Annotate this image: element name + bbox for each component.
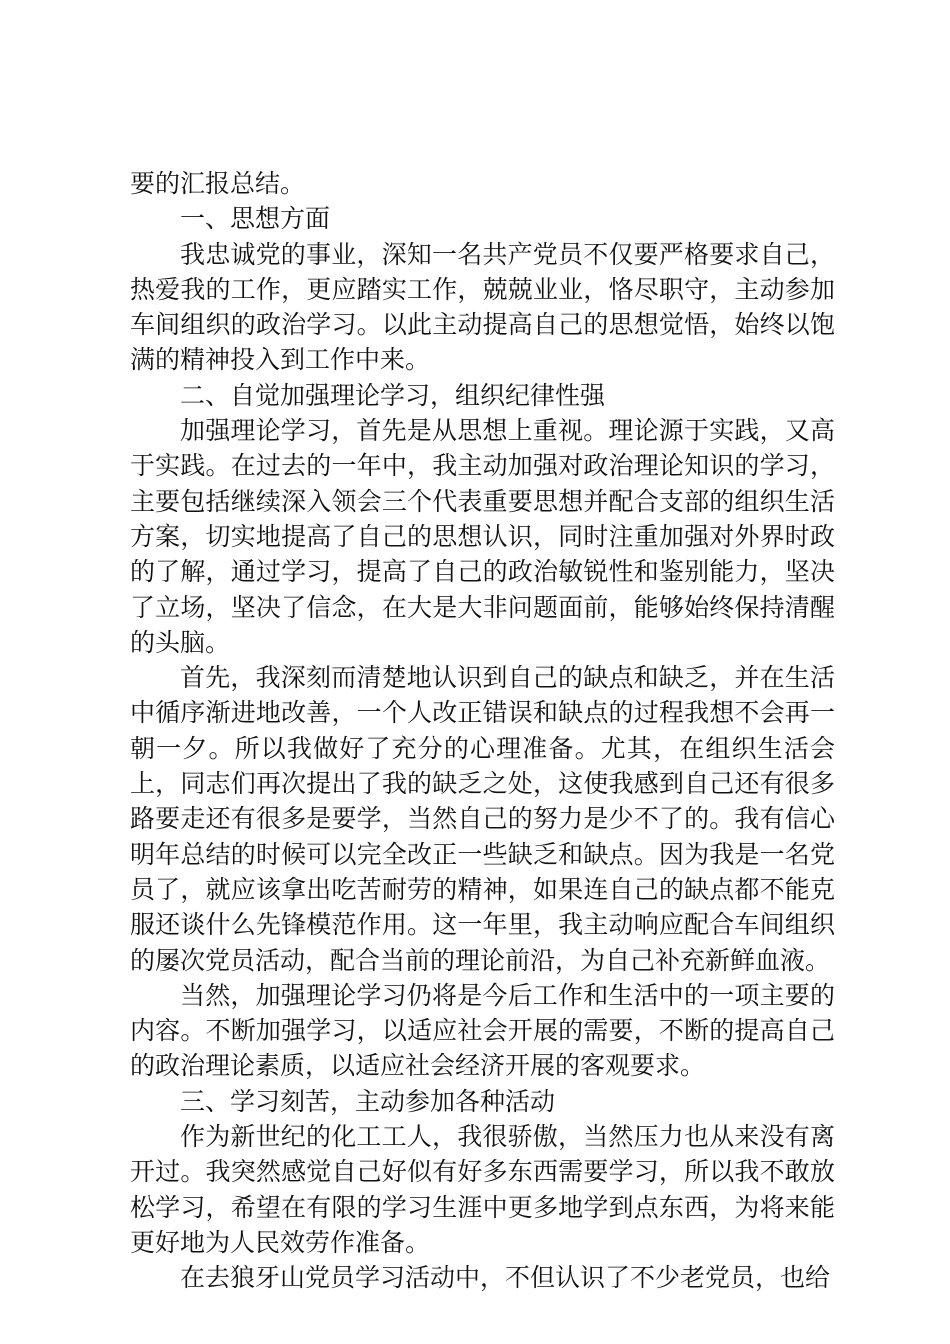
paragraph: 当然，加强理论学习仍将是今后工作和生活中的一项主要的内容。不断加强学习，以适应社会开展的需要，不断的提高自己的政治理论素质，以适应社会经济开展的客观要求。 xyxy=(130,980,835,1081)
paragraph-continuation: 要的汇报总结。 xyxy=(130,169,306,198)
section-heading-activities: 三、学习刻苦，主动参加各种活动 xyxy=(180,1086,556,1116)
paragraph: 在去狼牙山党员学习活动中，不但认识了不少老党员，也给 xyxy=(180,1263,831,1293)
section-heading-thought: 一、思想方面 xyxy=(180,204,331,234)
paragraph: 作为新世纪的化工工人，我很骄傲，当然压力也从来没有离开过。我突然感觉自己好似有好多东西需要学习，所以我不敢放松学习，希望在有限的学习生涯中更多地学到点东西，为将来能更好地为人民效劳作准备。 xyxy=(130,1122,835,1257)
paragraph: 首先，我深刻而清楚地认识到自己的缺点和缺乏，并在生活中循序渐进地改善，一个人改正错误和缺点的过程我想不会再一朝一夕。所以我做好了充分的心理准备。尤其，在组织生活会上，同志们再次提出了我的缺乏之处，这使我感到自己还有很多路要走还有很多是要学，当然自己的努力是少不了的。我有信心明年总结的时候可以完全改正一些缺乏和缺点。因为我是一名党员了，就应该拿出吃苦耐劳的精神，如果连自己的缺点都不能克服还谈什么先锋模范作用。这一年里，我主动响应配合车间组织的屡次党员活动，配合当前的理论前沿，为自己补充新鲜血液。 xyxy=(130,663,835,975)
document-body xyxy=(130,166,835,1296)
section-heading-theory-study: 二、自觉加强理论学习，组织纪律性强 xyxy=(180,380,606,410)
paragraph: 我忠诚党的事业，深知一名共产党员不仅要严格要求自己，热爱我的工作，更应踏实工作，兢兢业业，恪尽职守，主动参加车间组织的政治学习。以此主动提高自己的思想觉悟，始终以饱满的精神投入到工作中来。 xyxy=(130,239,835,375)
paragraph: 加强理论学习，首先是从思想上重视。理论源于实践，又高于实践。在过去的一年中，我主动加强对政治理论知识的学习，主要包括继续深入领会三个代表重要思想并配合支部的组织生活方案，切实地提高了自己的思想认识，同时注重加强对外界时政的了解，通过学习，提高了自己的政治敏锐性和鉴别能力，坚决了立场，坚决了信念，在大是大非问题面前，能够始终保持清醒的头脑。 xyxy=(130,416,835,657)
